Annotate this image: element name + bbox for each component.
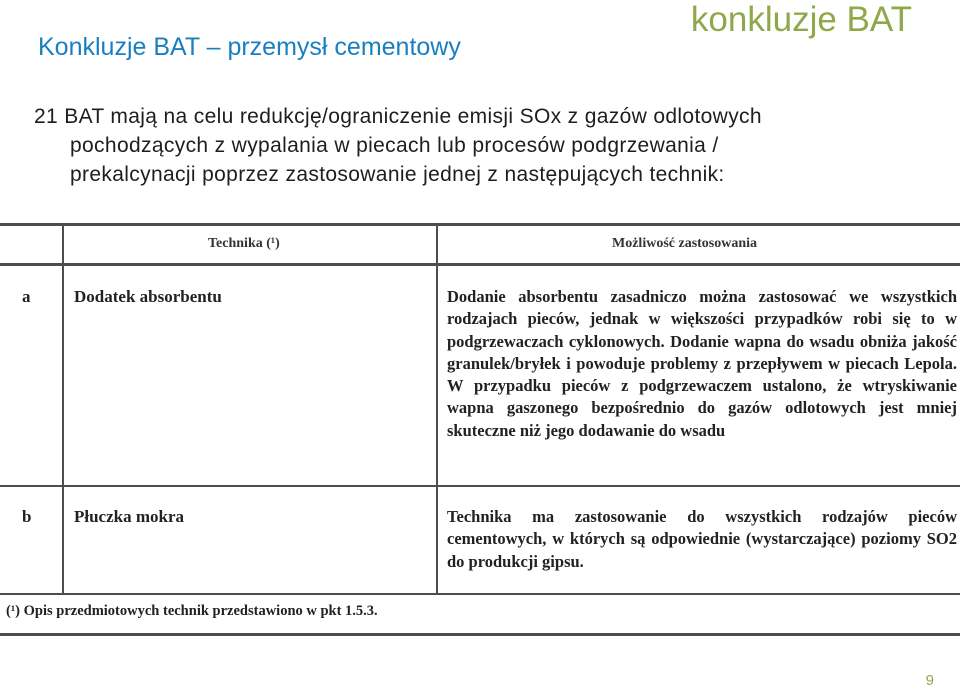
table-top-border [0,223,960,226]
page-number: 9 [925,672,934,689]
intro-text [34,102,934,189]
slide-title: Konkluzje BAT – przemysł cementowy [38,33,461,61]
table-header-border [0,263,960,266]
header-applicability: Możliwość zastosowania [612,236,758,251]
table-bottom-border [0,593,960,595]
row-a-description: Dodanie absorbentu zasadniczo można zastosować we wszystkich rodzajach pieców, jednak w większości przypadków robi się to w podgrzewaczach cyklonowych. Dodanie wapna do wsadu obniża jakość granulek/bryłek i powoduje problemy z przepływem w piecach Lepola. W przypadku pieców z podgrzewaczem ustalono, że wtryskiwanie wapna gaszonego bezpośrednio do gazów odlotowych jest mniej skuteczne niż jego dodawanie do wsadu [447,287,957,440]
intro-line-3: prekalcynacji poprzez zastosowanie jednej z następujących technik: [70,163,725,186]
column-divider-1 [62,223,64,593]
intro-line-2: pochodzących z wypalania w piecach lub procesów podgrzewania / [70,134,719,157]
bat-techniques-table [0,223,960,638]
row-b-description: Technika ma zastosowanie do wszystkich rodzajów pieców cementowych, w których są odpowiednie (wystarczające) poziomy SO2 do produkcji gipsu. [447,507,957,571]
header-technique: Technika (¹) [208,236,280,251]
row-a-technique: Dodatek absorbentu [74,287,222,306]
row-a-letter: a [22,287,31,306]
intro-line-1: 21 BAT mają na celu redukcję/ograniczenie emisji SOx z gazów odlotowych [34,105,762,128]
row-b-letter: b [22,507,32,526]
row-b-technique: Płuczka mokra [74,507,185,526]
footnote-border [0,633,960,636]
column-divider-2 [436,223,438,593]
row-divider [0,485,960,487]
corner-label: konkluzje BAT [690,0,912,39]
table-footnote: (¹) Opis przedmiotowych technik przedstawiono w pkt 1.5.3. [6,603,378,619]
